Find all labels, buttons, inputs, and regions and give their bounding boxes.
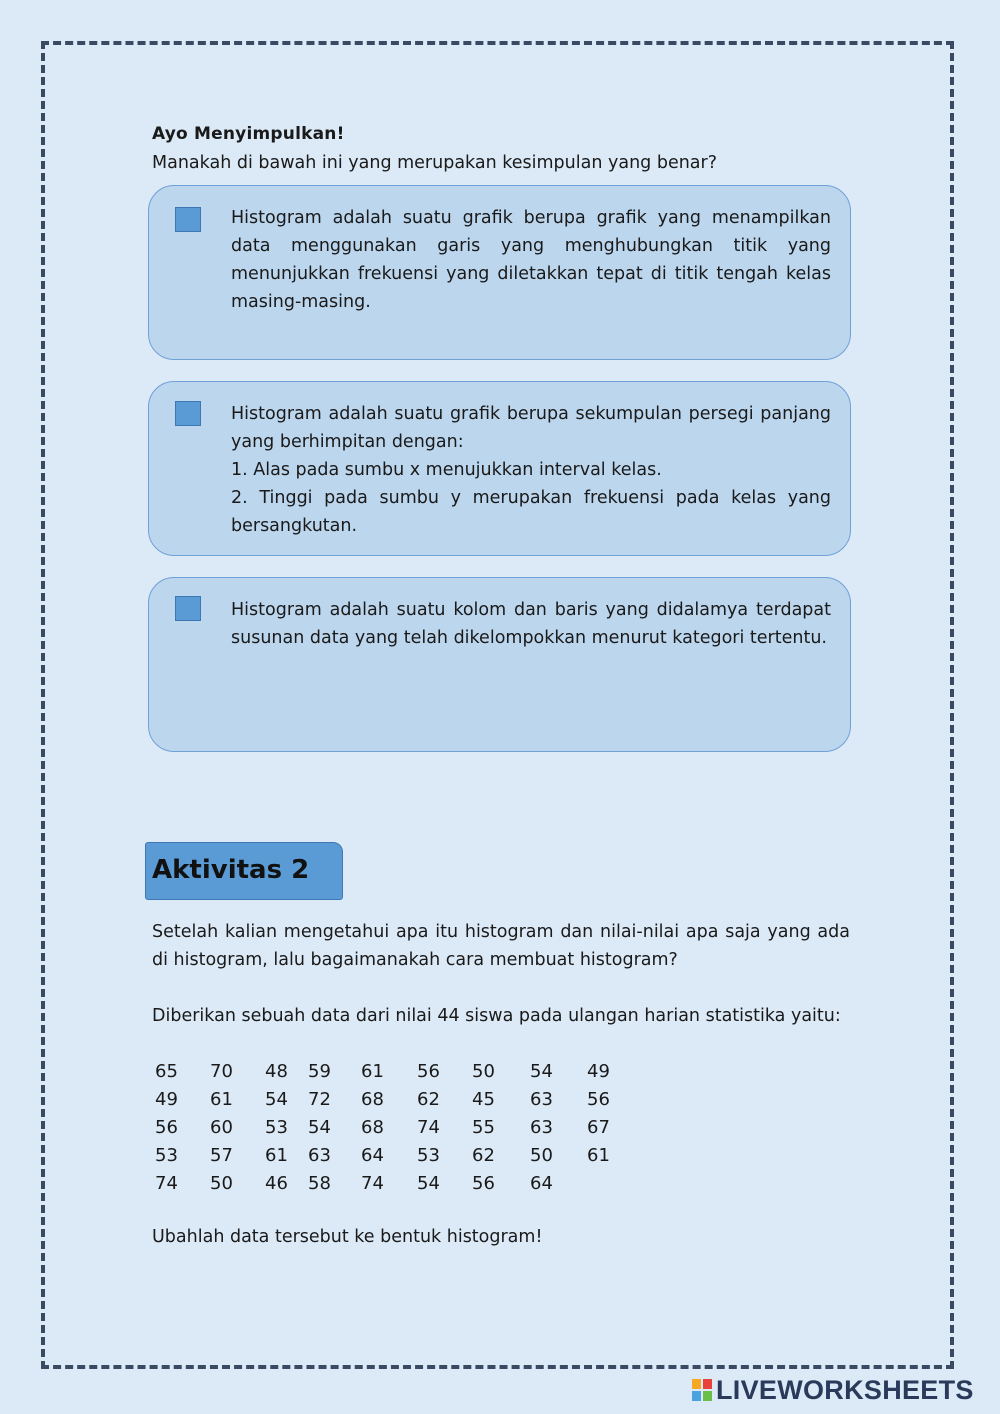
data-cell: 55: [472, 1116, 495, 1138]
data-cell: 74: [155, 1172, 178, 1194]
data-cell: 58: [308, 1172, 331, 1194]
activity-title: Aktivitas 2: [152, 855, 310, 885]
activity-intro-text: Setelah kalian mengetahui apa itu histogram dan nilai-nilai apa saja yang ada di histogram, lalu bagaimanakah cara membuat histogram?: [152, 922, 850, 970]
data-cell: 54: [308, 1116, 331, 1138]
answer-option-3[interactable]: [148, 577, 851, 752]
data-cell: 48: [265, 1060, 288, 1082]
data-cell: 56: [155, 1116, 178, 1138]
data-cell: 46: [265, 1172, 288, 1194]
data-cell: 49: [155, 1088, 178, 1110]
data-cell: 49: [587, 1060, 610, 1082]
data-cell: [587, 1169, 637, 1197]
data-cell: 74: [361, 1172, 384, 1194]
data-cell: 64: [530, 1172, 553, 1194]
data-cell: 45: [472, 1088, 495, 1110]
option-2-line: Histogram adalah suatu grafik berupa sekumpulan persegi panjang yang berhimpitan dengan:: [231, 404, 831, 452]
data-cell: 50: [210, 1172, 233, 1194]
data-cell: 67: [587, 1116, 610, 1138]
data-cell: 57: [210, 1144, 233, 1166]
answer-option-2[interactable]: [148, 381, 851, 556]
option-2-text: [231, 400, 831, 540]
data-row: [150, 1085, 637, 1113]
data-cell: 68: [361, 1088, 384, 1110]
data-cell: 56: [417, 1060, 440, 1082]
brand-name: LIVEWORKSHEETS: [716, 1374, 974, 1405]
data-cell: 61: [361, 1060, 384, 1082]
option-3-text: [231, 596, 831, 652]
data-cell: 68: [361, 1116, 384, 1138]
data-cell: 60: [210, 1116, 233, 1138]
data-cell: 61: [587, 1144, 610, 1166]
data-cell: 63: [530, 1088, 553, 1110]
option-2-line: 1. Alas pada sumbu x menujukkan interval kelas.: [231, 460, 662, 480]
data-cell: 53: [155, 1144, 178, 1166]
data-table: [150, 1057, 637, 1197]
liveworksheets-logo-icon: [692, 1379, 712, 1401]
data-intro-text: Diberikan sebuah data dari nilai 44 siswa pada ulangan harian statistika yaitu:: [152, 1006, 841, 1026]
option-3-line: Histogram adalah suatu kolom dan baris yang didalamya terdapat susunan data yang telah dikelompokkan menurut kategori tertentu.: [231, 600, 831, 648]
data-cell: 65: [155, 1060, 178, 1082]
data-cell: 64: [361, 1144, 384, 1166]
data-cell: 61: [265, 1144, 288, 1166]
data-cell: 61: [210, 1088, 233, 1110]
data-intro: [152, 1002, 850, 1030]
data-cell: 59: [308, 1060, 331, 1082]
data-cell: 56: [587, 1088, 610, 1110]
data-row: [150, 1113, 637, 1141]
data-cell: 62: [472, 1144, 495, 1166]
data-cell: 54: [530, 1060, 553, 1082]
option-1-text: [231, 204, 831, 316]
data-row: [150, 1169, 637, 1197]
instruction-text: Ubahlah data tersebut ke bentuk histogram!: [152, 1227, 543, 1247]
data-cell: 50: [530, 1144, 553, 1166]
data-cell: 74: [417, 1116, 440, 1138]
liveworksheets-brand: [692, 1373, 974, 1407]
data-cell: 54: [265, 1088, 288, 1110]
checkbox-option-1[interactable]: [175, 207, 201, 232]
question-text: Manakah di bawah ini yang merupakan kesimpulan yang benar?: [152, 153, 718, 173]
data-cell: 54: [417, 1172, 440, 1194]
data-row: [150, 1141, 637, 1169]
data-cell: 72: [308, 1088, 331, 1110]
data-cell: 53: [265, 1116, 288, 1138]
section-heading: Ayo Menyimpulkan!: [152, 124, 345, 144]
checkbox-option-2[interactable]: [175, 401, 201, 426]
checkbox-option-3[interactable]: [175, 596, 201, 621]
data-cell: 62: [417, 1088, 440, 1110]
data-cell: 56: [472, 1172, 495, 1194]
data-cell: 53: [417, 1144, 440, 1166]
data-row: [150, 1057, 637, 1085]
data-cell: 50: [472, 1060, 495, 1082]
activity-title-box: [145, 842, 343, 900]
data-cell: 70: [210, 1060, 233, 1082]
option-2-line: 2. Tinggi pada sumbu y merupakan frekuensi pada kelas yang bersangkutan.: [231, 488, 831, 536]
data-cell: 63: [308, 1144, 331, 1166]
data-cell: 63: [530, 1116, 553, 1138]
activity-intro: [152, 918, 850, 974]
answer-option-1[interactable]: [148, 185, 851, 360]
option-1-line: Histogram adalah suatu grafik berupa grafik yang menampilkan data menggunakan garis yang menghubungkan titik yang menunjukkan frekuensi yang diletakkan tepat di titik tengah kelas masing-masing.: [231, 208, 831, 312]
